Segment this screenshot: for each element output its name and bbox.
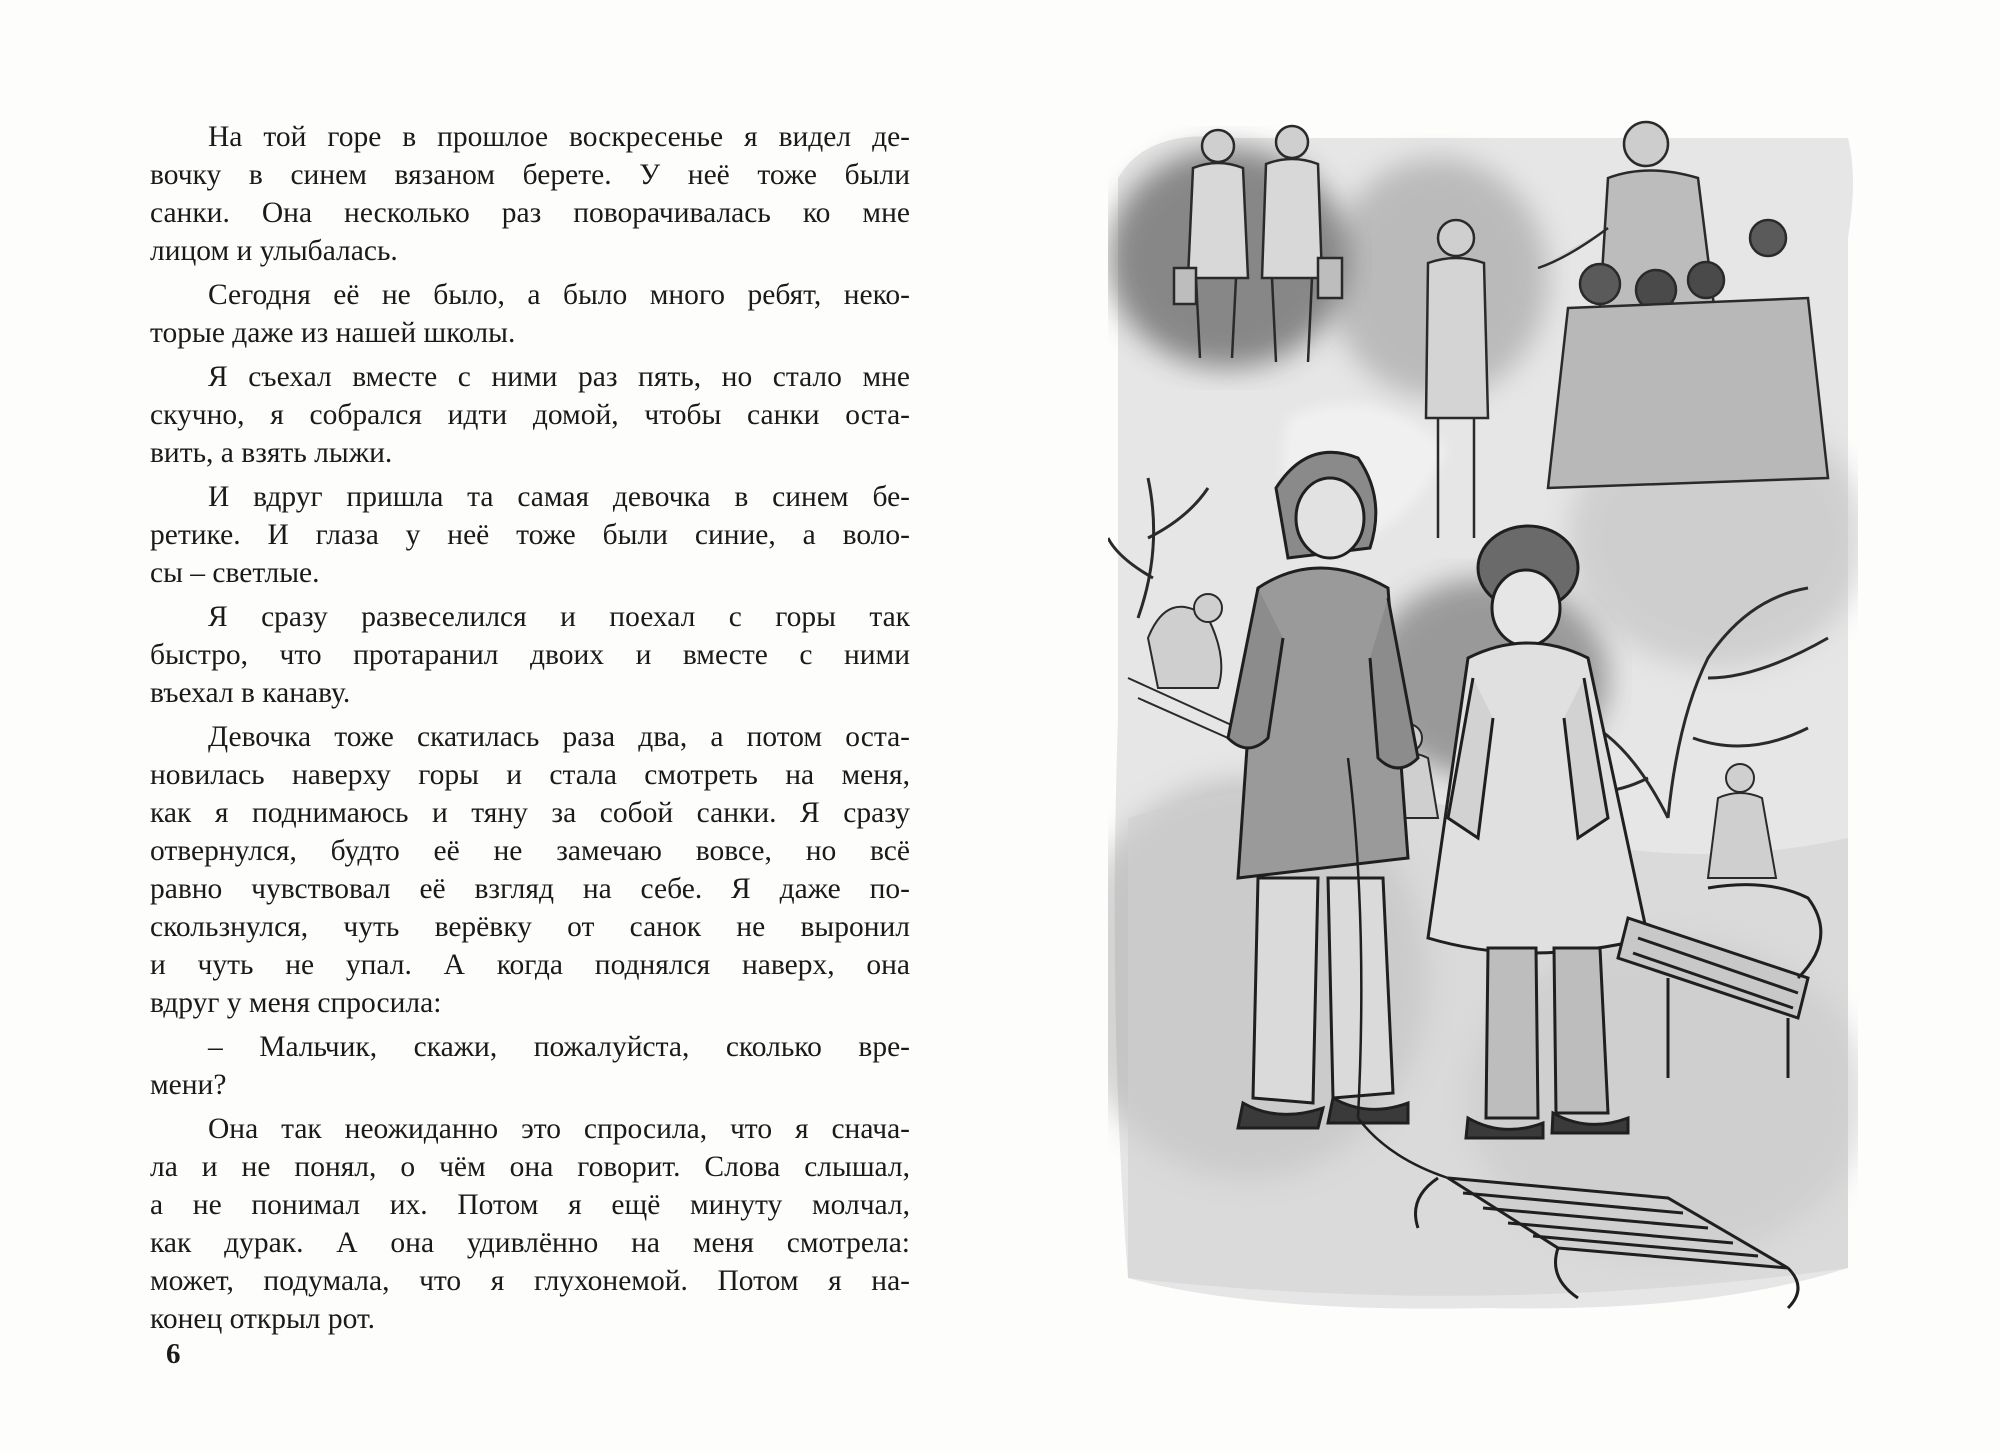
text-line: может, подумала, что я глухонемой. Потом я на- [150, 1265, 910, 1297]
text-line: На той горе в прошлое воскресенье я видел де- [208, 121, 910, 153]
text-line: вочку в синем вязаном берете. У неё тоже были [150, 159, 910, 191]
sledding-illustration [1108, 118, 1858, 1318]
text-line: Я съехал вместе с ними раз пять, но стало мне [208, 361, 910, 393]
text-page [150, 118, 910, 1344]
paragraph [150, 358, 910, 472]
text-line: быстро, что протаранил двоих и вместе с ними [150, 639, 910, 671]
text-line: новилась наверху горы и стала смотреть на меня, [150, 759, 910, 791]
text-line: ретике. И глаза у неё тоже были синие, а воло- [150, 519, 910, 551]
text-line: санки. Она несколько раз поворачивалась ко мне [150, 197, 910, 229]
text-line: ла и не понял, о чём она говорит. Слова слышал, [150, 1151, 910, 1183]
paragraph-container [150, 118, 910, 1338]
paragraph [150, 718, 910, 1022]
text-line: а не понимал их. Потом я ещё минуту молчал, [150, 1189, 910, 1221]
text-line: и чуть не упал. А когда поднялся наверх, она [150, 949, 910, 981]
paragraph [150, 1110, 910, 1338]
text-line: Сегодня её не было, а было много ребят, неко- [208, 279, 910, 311]
text-line: отвернулся, будто её не замечаю вовсе, но всё [150, 835, 910, 867]
text-line: сы – светлые. [150, 557, 320, 589]
paragraph [150, 118, 910, 270]
page-number: 6 [166, 1338, 181, 1370]
text-line: мени? [150, 1069, 227, 1101]
text-line: равно чувствовал её взгляд на себе. Я даже по- [150, 873, 910, 905]
paragraph [150, 276, 910, 352]
text-line: лицом и улыбалась. [150, 235, 398, 267]
text-line: Она так неожиданно это спросила, что я снача- [208, 1113, 910, 1145]
text-line: Девочка тоже скатилась раза два, а потом оста- [208, 721, 910, 753]
text-line: как дурак. А она удивлённо на меня смотрела: [150, 1227, 910, 1259]
text-line: Я сразу развеселился и поехал с горы так [208, 601, 910, 633]
paragraph [150, 1028, 910, 1104]
text-line: скользнулся, чуть верёвку от санок не выронил [150, 911, 910, 943]
text-line: вдруг у меня спросила: [150, 987, 442, 1019]
text-line: въехал в канаву. [150, 677, 351, 709]
text-line: конец открыл рот. [150, 1303, 376, 1335]
text-line: вить, а взять лыжи. [150, 437, 393, 469]
paragraph [150, 598, 910, 712]
paragraph [150, 478, 910, 592]
text-line: И вдруг пришла та самая девочка в синем бе- [208, 481, 910, 513]
text-line: торые даже из нашей школы. [150, 317, 516, 349]
text-line: – Мальчик, скажи, пожалуйста, сколько вре- [208, 1031, 910, 1063]
text-line: как я поднимаюсь и тяну за собой санки. Я сразу [150, 797, 910, 829]
illustration [1108, 118, 1858, 1318]
text-line: скучно, я собрался идти домой, чтобы санки оста- [150, 399, 910, 431]
